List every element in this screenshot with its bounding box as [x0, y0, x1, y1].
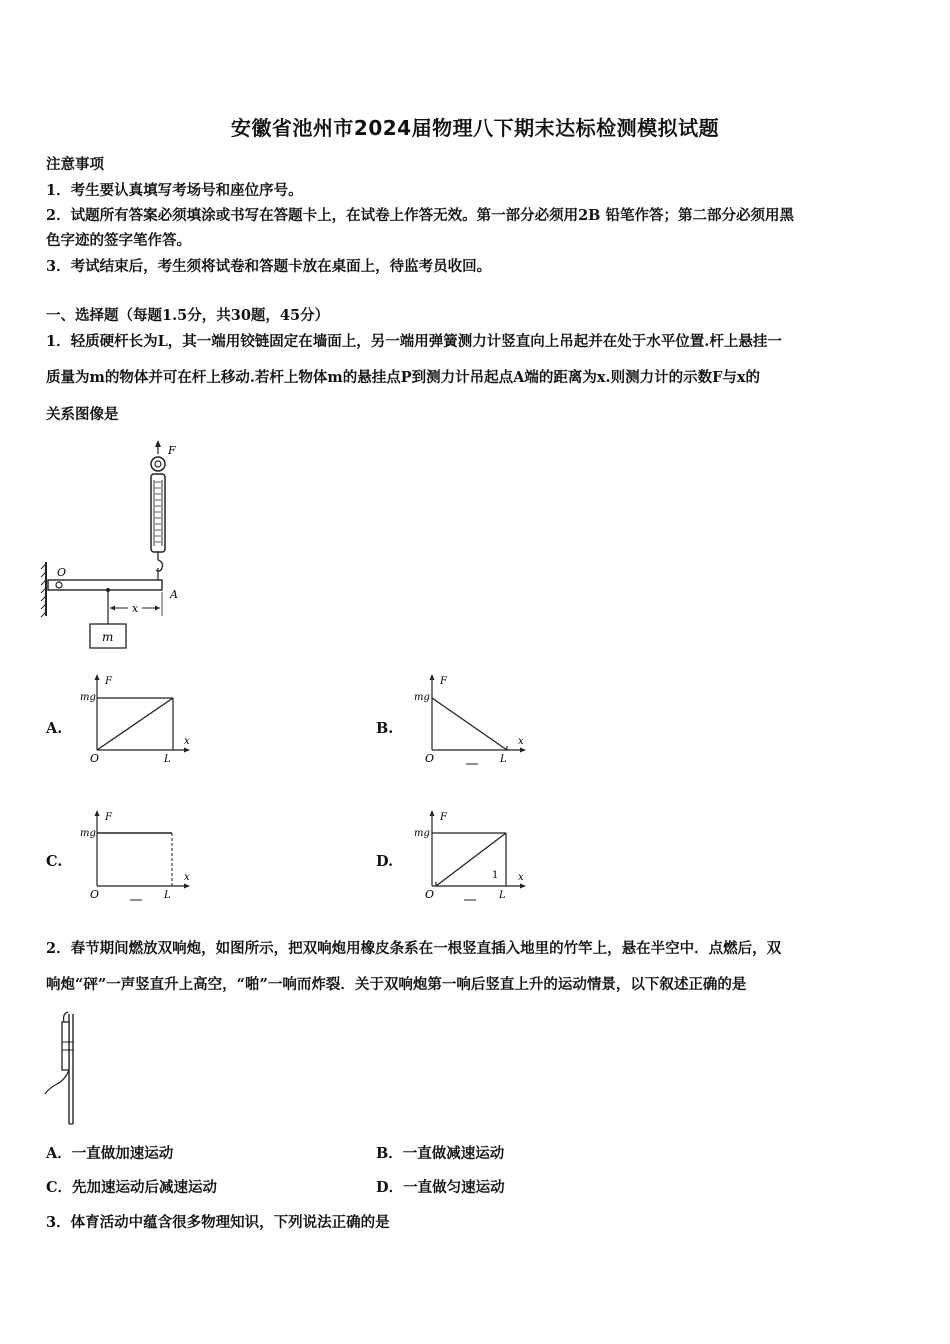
axis-label-mg: mg [80, 828, 96, 839]
option-b-label[interactable]: B. [376, 720, 394, 737]
page-title: 安徽省池州市2024届物理八下期末达标检测模拟试题 [230, 116, 720, 140]
notice-item: 1．考生要认真填写考场号和座位序号。 [46, 182, 303, 199]
notice-item: 色字迹的签字笔作答。 [46, 232, 191, 249]
option-c-label[interactable]: C. [46, 853, 63, 870]
axis-label-o: O [425, 888, 435, 901]
lever-spring-figure [40, 440, 200, 660]
figure-label-m: m [102, 630, 114, 644]
axis-label-o: O [90, 888, 100, 901]
question-1-text: 质量为m的物体并可在杆上移动.若杆上物体m的悬挂点P到测力计吊起点A端的距离为x.则测力计的示数F与x的 [46, 369, 761, 386]
axis-label-f: F [440, 676, 447, 687]
axis-label-x: x [184, 872, 190, 883]
axis-label-f: F [105, 676, 112, 687]
figure-label-x: x [132, 602, 139, 615]
axis-label-l: L [499, 890, 506, 901]
axis-label-x: x [518, 872, 524, 883]
option-b-graph[interactable] [412, 670, 537, 770]
notice-heading: 注意事项 [46, 156, 104, 173]
axis-label-l: L [164, 890, 171, 901]
option-a-label[interactable]: A. [46, 720, 63, 737]
question-1-text: 关系图像是 [46, 406, 119, 423]
section-heading: 一、选择题（每题1.5分，共30题，45分） [46, 307, 330, 324]
axis-label-f: F [440, 812, 447, 823]
question-3-text: 3．体育活动中蕴含很多物理知识，下列说法正确的是 [46, 1214, 390, 1231]
question-2-option-c[interactable]: C．先加速运动后减速运动 [46, 1179, 218, 1196]
axis-label-l: L [164, 754, 171, 765]
option-d-graph[interactable] [412, 806, 537, 906]
axis-label-o: O [90, 752, 100, 765]
figure-label-f: F [168, 444, 176, 457]
figure-label-o: O [57, 566, 67, 579]
firecracker-figure [40, 1008, 90, 1126]
axis-label-mg: mg [414, 828, 430, 839]
question-1-text: 1．轻质硬杆长为L，其一端用铰链固定在墙面上，另一端用弹簧测力计竖直向上吊起并在处于水平位置.杆上悬挂一 [46, 333, 782, 350]
question-2-option-d[interactable]: D．一直做匀速运动 [376, 1179, 505, 1196]
question-2-option-b[interactable]: B．一直做减速运动 [376, 1145, 505, 1162]
notice-item: 2．试题所有答案必须填涂或书写在答题卡上，在试卷上作答无效。第一部分必须用2B 铅笔作答；第二部分必须用黑 [46, 207, 794, 224]
axis-label-l: L [500, 754, 507, 765]
notice-item: 3．考试结束后，考生须将试卷和答题卡放在桌面上，待监考员收回。 [46, 258, 492, 275]
question-2-text: 2．春节期间燃放双响炮，如图所示，把双响炮用橡皮条系在一根竖直插入地里的竹竿上，悬在半空中．点燃后，双 [46, 940, 782, 957]
axis-label-x: x [518, 736, 524, 747]
figure-label-a: A [170, 588, 178, 601]
axis-label-mg: mg [80, 692, 96, 703]
axis-label-one: 1 [492, 870, 499, 881]
axis-label-x: x [184, 736, 190, 747]
option-a-graph[interactable] [80, 670, 200, 770]
option-d-label[interactable]: D. [376, 853, 394, 870]
question-2-text: 响炮“砰”一声竖直升上高空，“啪”一响而炸裂．关于双响炮第一响后竖直上升的运动情景，以下叙述正确的是 [46, 976, 747, 993]
axis-label-o: O [425, 752, 435, 765]
option-c-graph[interactable] [80, 806, 200, 906]
axis-label-mg: mg [414, 692, 430, 703]
question-2-option-a[interactable]: A．一直做加速运动 [46, 1145, 174, 1162]
axis-label-f: F [105, 812, 112, 823]
